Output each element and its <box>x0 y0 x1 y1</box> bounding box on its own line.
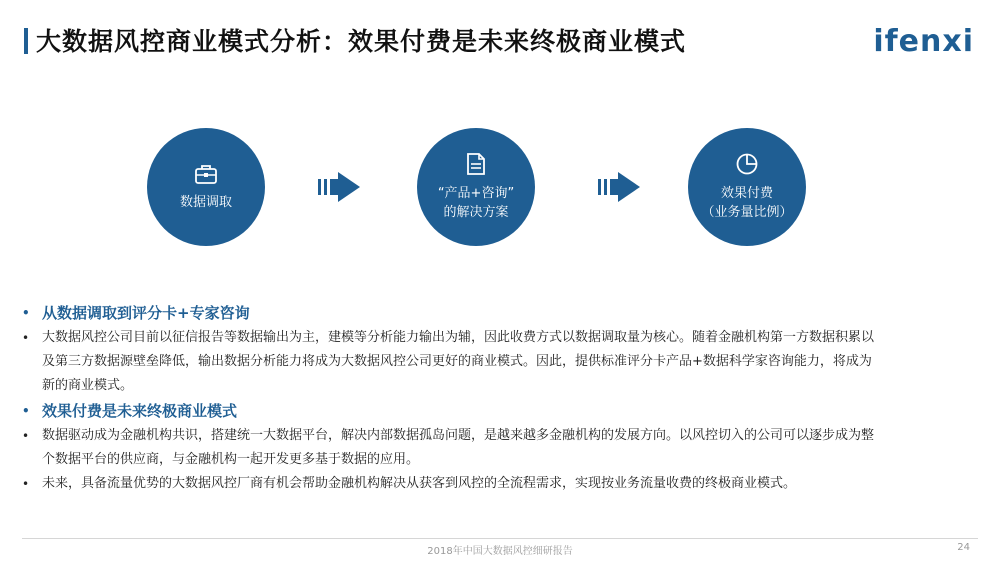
pie-chart-icon <box>735 152 759 176</box>
flow-step-label: 数据调取 <box>179 194 232 210</box>
title-accent-bar <box>24 28 28 54</box>
section-heading: • 从数据调取到评分卡+专家咨询 <box>22 300 982 326</box>
bullet-line: 大数据风控公司目前以征信报告等数据输出为主，建模等分析能力输出为辅，因此收费方式以数据调取量为核心。随着金融机构第一方数据积累以 <box>42 330 875 345</box>
bullet-dot: • <box>22 331 30 345</box>
flow-step-label: 效果付费 <box>720 186 773 201</box>
bullet-item <box>22 326 982 398</box>
bullet-dot: • <box>22 404 30 418</box>
bullet-dot: • <box>22 477 30 491</box>
bullet-line: 数据驱动成为金融机构共识，搭建统一大数据平台，解决内部数据孤岛问题，是越来越多金融机构的发展方向。以风控切入的公司可以逐步成为整 <box>42 428 875 443</box>
flow-step-label: “产品+咨询” <box>437 186 515 201</box>
bullet-dot: • <box>22 306 30 320</box>
bullet-line: 及第三方数据源壁垒降低，输出数据分析能力将成为大数据风控公司更好的商业模式。因此，提供标准评分卡产品+数据科学家咨询能力，将成为 <box>42 354 872 369</box>
bullet-line: 个数据平台的供应商，与金融机构一起开发更多基于数据的应用。 <box>42 452 420 467</box>
bullet-item <box>22 472 982 496</box>
ifenxi-logo: ifenxi <box>873 24 974 59</box>
section-heading: • 效果付费是未来终极商业模式 <box>22 398 982 424</box>
bullet-line: 新的商业模式。 <box>42 378 134 393</box>
document-icon <box>466 152 486 176</box>
flow-arrow-icon <box>318 172 360 202</box>
bullet-line: 未来，具备流量优势的大数据风控厂商有机会帮助金融机构解决从获客到风控的全流程需求，实现按业务流量收费的终极商业模式。 <box>42 476 797 491</box>
bullet-item <box>22 424 982 472</box>
bullet-dot: • <box>22 429 30 443</box>
flow-step-product-consulting <box>417 128 535 246</box>
flow-step-label: （业务量比例） <box>701 205 793 220</box>
business-model-flow <box>0 125 1000 250</box>
page-title: 大数据风控商业模式分析：效果付费是未来终极商业模式 <box>36 27 687 56</box>
footer-divider <box>22 538 978 539</box>
briefcase-icon <box>194 163 218 185</box>
content-bullets <box>22 300 982 496</box>
page-number: 24 <box>957 542 970 553</box>
flow-step-data-retrieval <box>147 128 265 246</box>
flow-step-performance-payment <box>688 128 806 246</box>
footer-source: 2018年中国大数据风控细研报告 <box>427 546 573 557</box>
flow-step-label: 的解决方案 <box>443 205 509 220</box>
flow-arrow-icon <box>598 172 640 202</box>
